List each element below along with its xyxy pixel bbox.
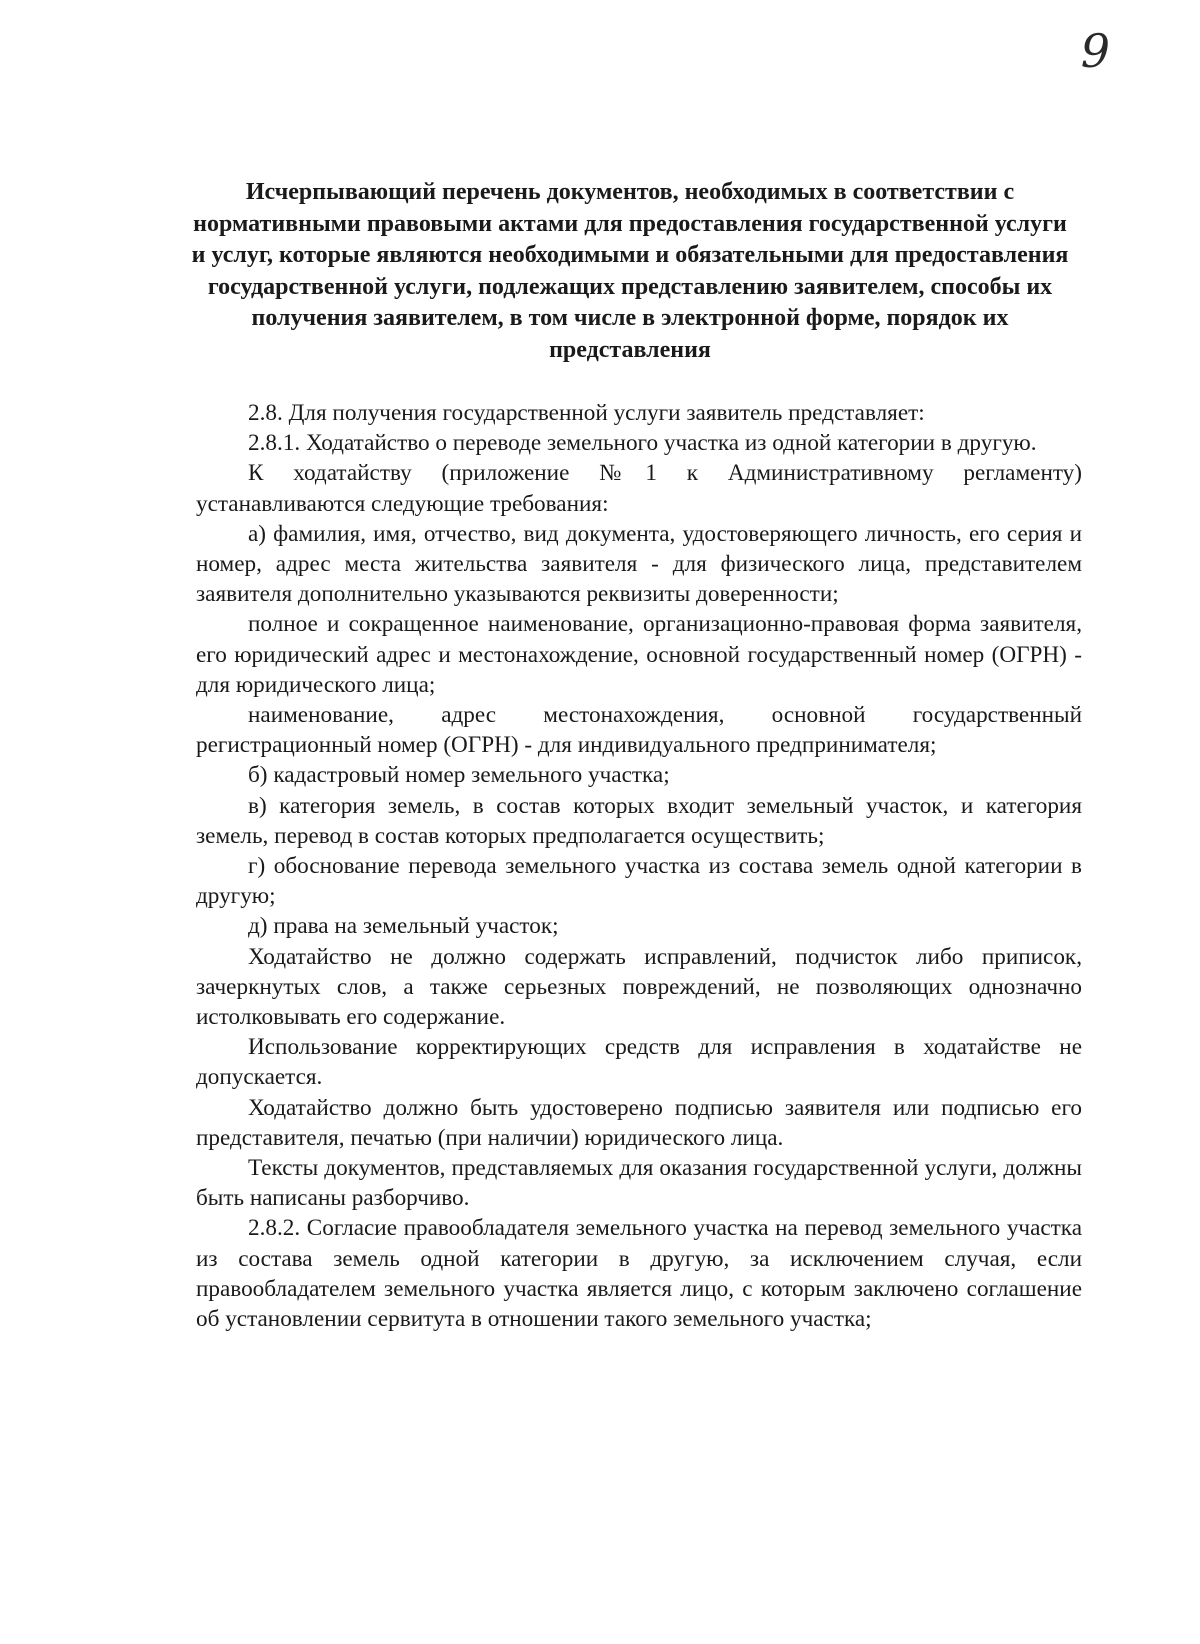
section-heading: Исчерпывающий перечень документов, необходимых в соответствии с нормативными правовыми актами для предоставления государственной услуги и услуг, которые являются необходимыми и обязательными для предоставления государственной услуги, подлежащих представлению заявителем, способы их получения заявителем, в том числе в электронной форме, порядок их представления [191, 179, 1069, 363]
paragraph: наименование, адрес местонахождения, основной государственный регистрационный номер (ОГРН) - для индивидуального предпринимателя; [196, 702, 1082, 759]
paragraph: Использование корректирующих средств для исправления в ходатайстве не допускается. [196, 1034, 1082, 1091]
paragraph: Тексты документов, представляемых для оказания государственной услуги, должны быть написаны разборчиво. [196, 1155, 1082, 1212]
document-body [196, 398, 1082, 1334]
paragraph: 2.8.2. Согласие правообладателя земельного участка на перевод земельного участка из состава земель одной категории в другую, за исключением случая, если правообладателем земельного участка является лицо, с которым заключено соглашение об установлении сервитута в отношении такого земельного участка; [196, 1215, 1082, 1333]
paragraph: в) категория земель, в состав которых входит земельный участок, и категория земель, перевод в состав которых предполагается осуществить; [196, 792, 1082, 849]
paragraph: г) обоснование перевода земельного участка из состава земель одной категории в другую; [196, 853, 1082, 910]
paragraph: б) кадастровый номер земельного участка; [248, 762, 670, 789]
paragraph: Ходатайство не должно содержать исправлений, подчисток либо приписок, зачеркнутых слов, а также серьезных повреждений, не позволяющих однозначно истолковывать его содержание. [196, 943, 1082, 1031]
paragraph: Ходатайство должно быть удостоверено подписью заявителя или подписью его представителя, печатью (при наличии) юридического лица. [196, 1094, 1082, 1151]
page-number: 9 [1080, 24, 1110, 78]
paragraph: К ходатайству (приложение №1 к Административному регламенту) устанавливаются следующие требования: [196, 460, 1082, 517]
paragraph: а) фамилия, имя, отчество, вид документа, удостоверяющего личность, его серия и номер, адрес места жительства заявителя - для физического лица, представителем заявителя дополнительно указываются реквизиты доверенности; [196, 520, 1082, 608]
paragraph: полное и сокращенное наименование, организационно-правовая форма заявителя, его юридический адрес и местонахождение, основной государственный номер (ОГРН) - для юридического лица; [196, 611, 1082, 698]
paragraph: 2.8. Для получения государственной услуги заявитель представляет: [248, 400, 925, 426]
paragraph: д) права на земельный участок; [248, 913, 559, 940]
paragraph: 2.8.1. Ходатайство о переводе земельного участка из одной категории в другую. [248, 430, 1037, 457]
